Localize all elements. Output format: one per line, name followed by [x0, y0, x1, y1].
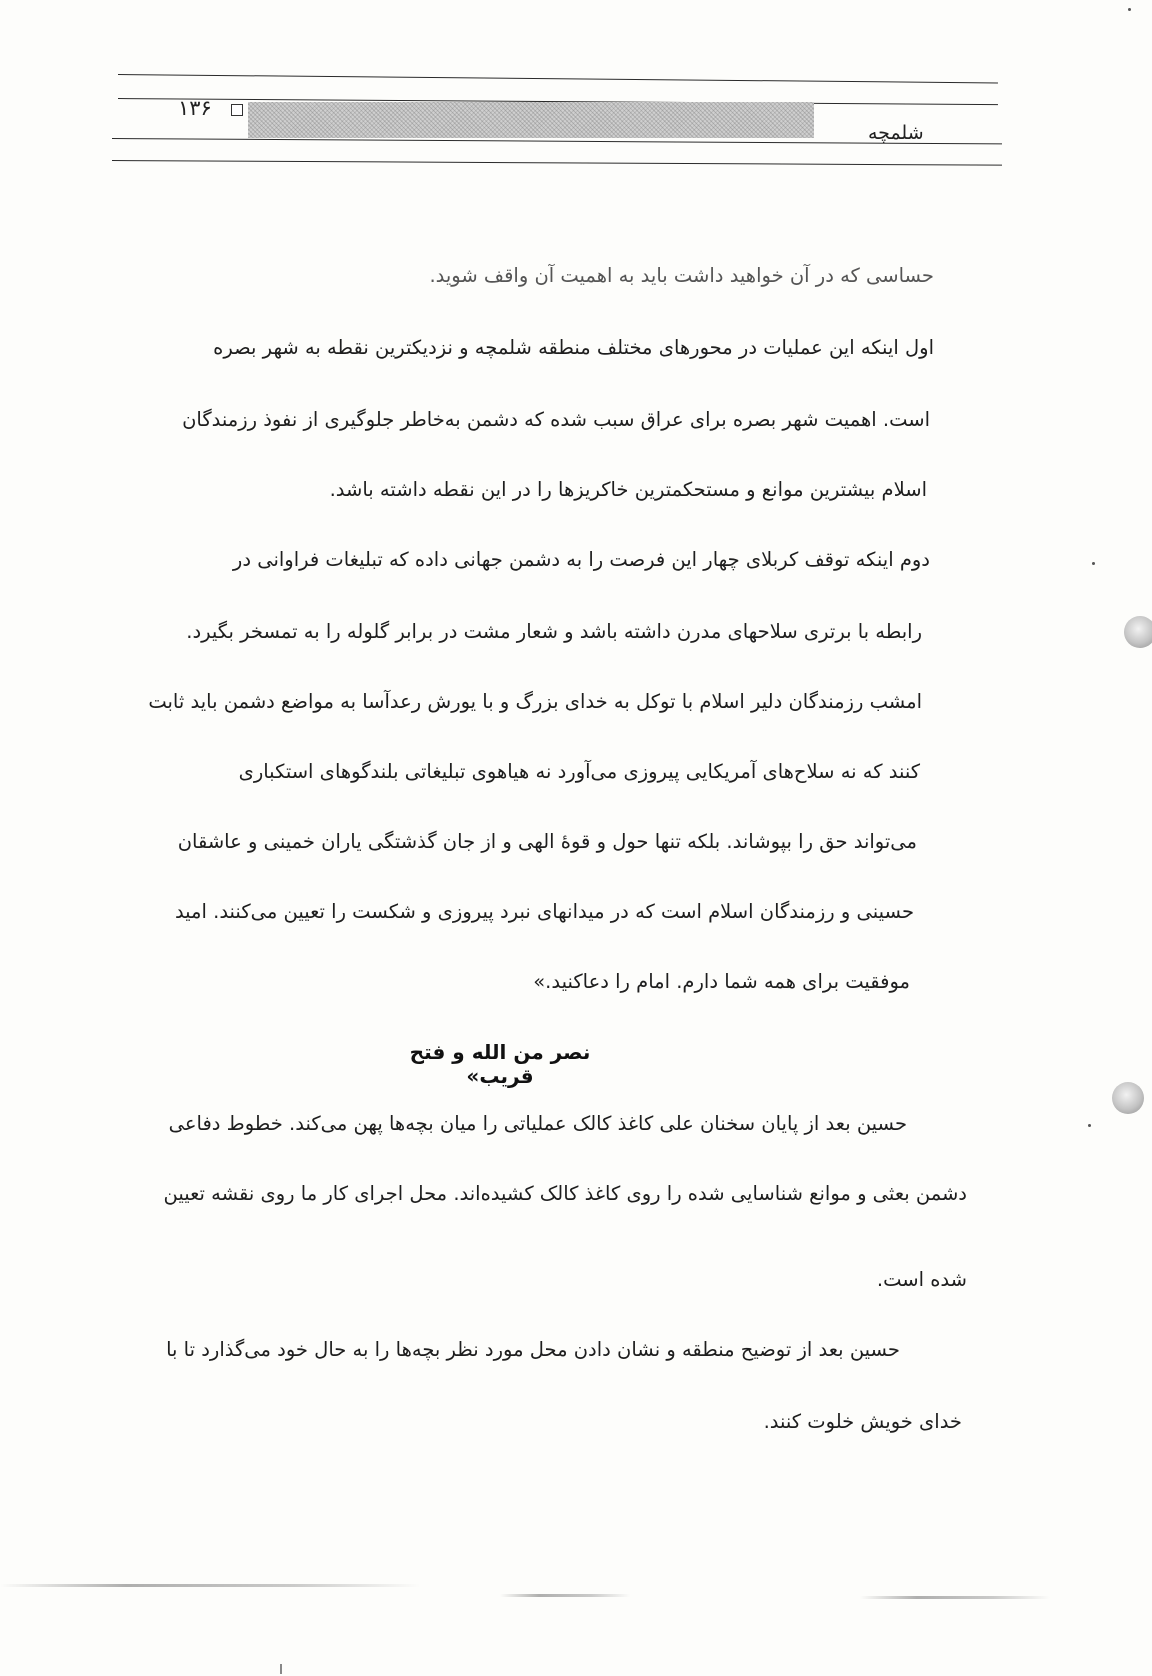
text-line-9: می‌تواند حق را بپوشاند. بلکه تنها حول و قوهٔ الهی و از جان گذشتگی یاران خمینی و عاشقان: [177, 830, 917, 853]
punch-hole-lower: [1112, 1082, 1144, 1114]
dust-speck: [1088, 1124, 1091, 1127]
scan-smudge-left: [0, 1584, 420, 1587]
text-line-11: موفقیت برای همه شما دارم. امام را دعاکنید.»: [533, 970, 910, 993]
text-line-10: حسینی و رزمندگان اسلام است که در میدانهای نبرد پیروزی و شکست را تعیین می‌کنند. امید: [174, 900, 914, 923]
dust-speck: [280, 1664, 282, 1674]
text-line-7: امشب رزمندگان دلیر اسلام با توکل به خدای بزرگ و با یورش رعدآسا به مواضع دشمن باید ثابت: [148, 690, 922, 713]
header-rule-bottom-thin: [112, 160, 1002, 166]
text-line-16: خدای خویش خلوت کنند.: [763, 1410, 962, 1433]
text-line-13: دشمن بعثی و موانع شناسایی شده را روی کاغذ کالک کشیده‌اند. محل اجرای کار ما روی نقشه تعیین: [163, 1182, 967, 1205]
dust-speck: [1128, 8, 1131, 11]
text-line-1: حساسی که در آن خواهید داشت باید به اهمیت آن واقف شوید.: [429, 264, 934, 287]
running-title: شلمچه: [868, 122, 924, 144]
punch-hole-upper: [1124, 616, 1152, 648]
header-square-marker: [231, 104, 243, 116]
scan-smudge-right: [860, 1596, 1050, 1599]
text-line-8: کنند که نه سلاح‌های آمریکایی پیروزی می‌آورد نه هیاهوی تبلیغاتی بلندگوهای استکباری: [238, 760, 920, 783]
dust-speck: [1092, 562, 1095, 565]
text-line-15: حسین بعد از توضیح منطقه و نشان دادن محل مورد نظر بچه‌ها را به حال خود می‌گذارد تا با: [166, 1338, 900, 1361]
text-line-4: اسلام بیشترین موانع و مستحکمترین خاکریزها را در این نقطه داشته باشد.: [329, 478, 927, 501]
text-line-6: رابطه با برتری سلاحهای مدرن داشته باشد و شعار مشت در برابر گلوله را به تمسخر بگیرد.: [186, 620, 922, 643]
scan-smudge-center: [500, 1594, 630, 1597]
text-line-14: شده است.: [876, 1268, 967, 1291]
text-line-2: اول اینکه این عملیات در محورهای مختلف منطقه شلمچه و نزدیکترین نقطه به شهر بصره: [213, 336, 934, 359]
page-number: ۱۳۶: [178, 96, 212, 120]
section-heading: نصر من الله و فتح قریب»: [409, 1040, 591, 1088]
text-line-3: است. اهمیت شهر بصره برای عراق سبب شده که دشمن به‌خاطر جلوگیری از نفوذ رزمندگان: [182, 408, 930, 431]
text-line-12: حسین بعد از پایان سخنان علی کاغذ کالک عملیاتی را میان بچه‌ها پهن می‌کند. خطوط دفاعی: [168, 1112, 907, 1135]
text-line-5: دوم اینکه توقف کربلای چهار این فرصت را به دشمن جهانی داده که تبلیغات فراوانی در: [232, 548, 930, 571]
header-rule-top: [118, 74, 998, 83]
header-shaded-bar: [248, 102, 814, 138]
